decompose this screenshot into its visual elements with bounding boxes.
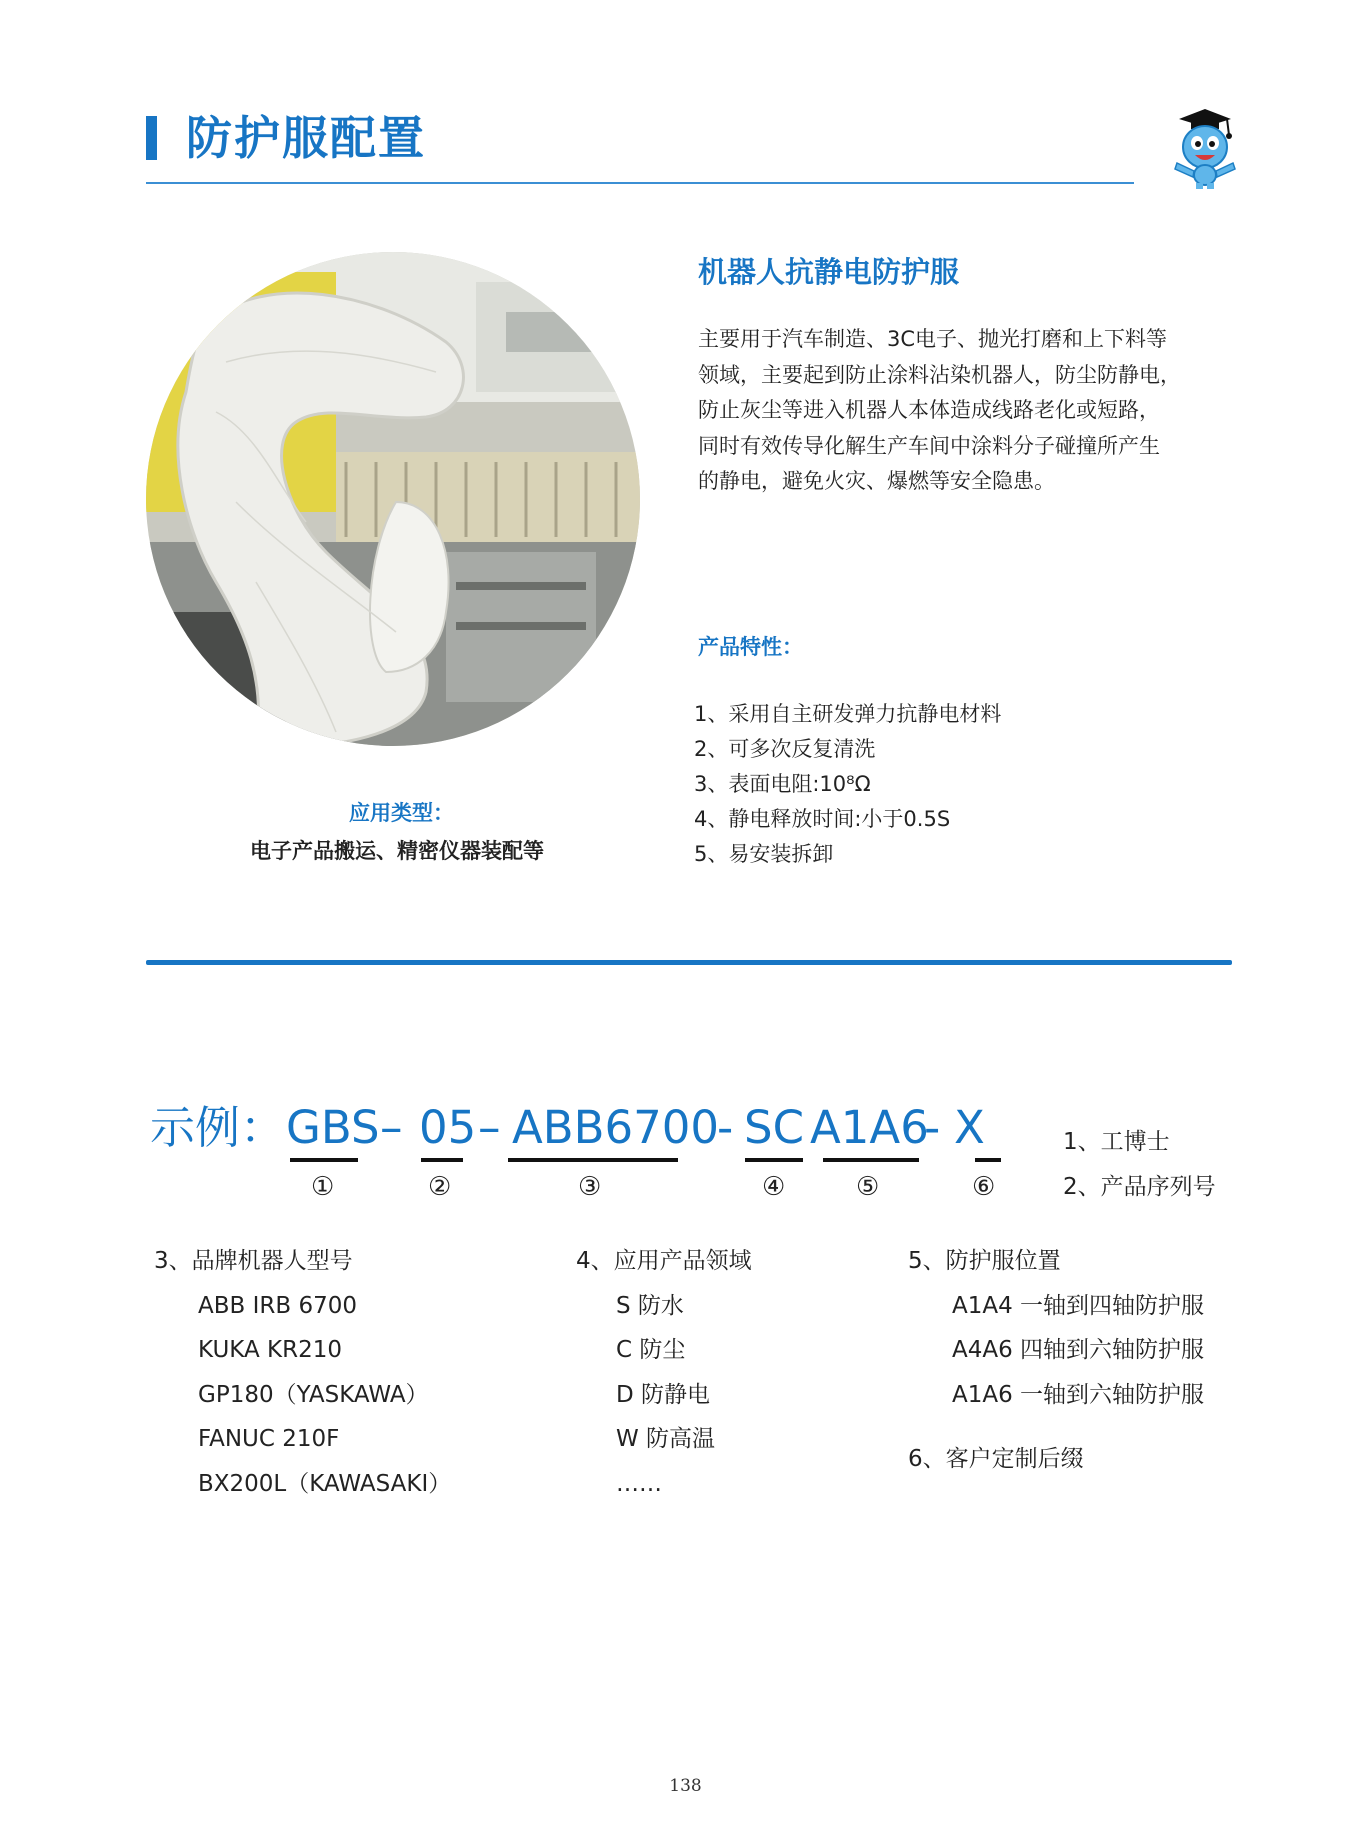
brand-model-item: ABB IRB 6700 bbox=[198, 1292, 357, 1319]
product-title: 机器人抗静电防护服 bbox=[698, 255, 960, 289]
features-heading: 产品特性： bbox=[698, 635, 803, 659]
code-segment-suffix: X bbox=[954, 1101, 985, 1154]
feature-item: 2、可多次反复清洗 bbox=[694, 737, 876, 761]
code-segment-serial: 05 bbox=[419, 1101, 477, 1154]
brand-model-item: KUKA KR210 bbox=[198, 1337, 342, 1363]
page-title: 防护服配置 bbox=[186, 111, 426, 165]
brand-model-item: FANUC 210F bbox=[198, 1426, 340, 1452]
section-divider bbox=[146, 960, 1232, 965]
brand-model-item: BX200L（KAWASAKI） bbox=[198, 1470, 452, 1497]
intro-line: 防止灰尘等进入机器人本体造成线路老化或短路， bbox=[698, 398, 1160, 422]
marker-2: ② bbox=[428, 1172, 452, 1202]
intro-line: 领域，主要起到防止涂料沾染机器人，防尘防静电， bbox=[698, 362, 1181, 387]
intro-line: 的静电，避免火灾、爆燃等安全隐患。 bbox=[698, 469, 1055, 493]
product-intro bbox=[698, 322, 1218, 500]
custom-suffix-heading: 6、客户定制后缀 bbox=[908, 1445, 1084, 1472]
marker-5: ⑤ bbox=[856, 1172, 880, 1202]
code-underline bbox=[823, 1158, 919, 1162]
marker-6: ⑥ bbox=[972, 1172, 996, 1202]
suit-position-item: A4A6 四轴到六轴防护服 bbox=[952, 1337, 1205, 1363]
application-field-item: D 防静电 bbox=[616, 1381, 711, 1408]
code-segment-brand: GBS bbox=[286, 1101, 380, 1154]
code-underline bbox=[975, 1158, 1001, 1162]
suit-positions-column bbox=[908, 1245, 1204, 1475]
brand-model-item: GP180（YASKAWA） bbox=[198, 1381, 429, 1408]
marker-3: ③ bbox=[578, 1172, 602, 1202]
code-dash: – bbox=[478, 1101, 501, 1154]
feature-item: 1、采用自主研发弹力抗静电材料 bbox=[694, 702, 1002, 726]
code-underline bbox=[421, 1158, 463, 1162]
application-value: 电子产品搬运、精密仪器装配等 bbox=[250, 839, 544, 863]
code-segment-model: ABB6700 bbox=[512, 1101, 720, 1154]
code-underline bbox=[508, 1158, 678, 1162]
code-segment-field: SC bbox=[744, 1101, 804, 1154]
brand-models-column bbox=[154, 1245, 451, 1500]
suit-position-item: A1A4 一轴到四轴防护服 bbox=[952, 1292, 1205, 1319]
page-number: 138 bbox=[669, 1776, 702, 1796]
mascot-icon bbox=[1165, 105, 1243, 189]
suit-positions-heading: 5、防护服位置 bbox=[908, 1248, 1061, 1274]
application-field-item: C 防尘 bbox=[616, 1337, 686, 1363]
suit-position-item: A1A6 一轴到六轴防护服 bbox=[952, 1381, 1205, 1408]
brand-models-heading: 3、品牌机器人型号 bbox=[154, 1248, 353, 1274]
note-2: 2、产品序列号 bbox=[1063, 1174, 1216, 1200]
feature-item: 3、表面电阻:10⁸Ω bbox=[694, 772, 871, 796]
code-dash: – bbox=[380, 1101, 403, 1154]
code-dash: - bbox=[924, 1101, 941, 1154]
application-fields-column bbox=[576, 1245, 752, 1500]
code-dash: - bbox=[717, 1101, 734, 1154]
application-fields-heading: 4、应用产品领域 bbox=[576, 1248, 752, 1274]
application-field-item: W 防高温 bbox=[616, 1426, 716, 1452]
feature-item: 5、易安装拆卸 bbox=[694, 842, 834, 866]
example-label: 示例： bbox=[150, 1101, 286, 1154]
title-divider bbox=[146, 182, 1134, 184]
robot-suit-photo bbox=[146, 252, 640, 746]
code-segment-position: A1A6 bbox=[810, 1101, 929, 1154]
feature-item: 4、静电释放时间:小于0.5S bbox=[694, 807, 951, 831]
features-list bbox=[694, 697, 1001, 872]
title-accent-bar bbox=[146, 116, 157, 160]
note-1: 1、工博士 bbox=[1063, 1129, 1170, 1155]
code-underline bbox=[290, 1158, 358, 1162]
code-underline bbox=[745, 1158, 803, 1162]
intro-line: 主要用于汽车制造、3C电子、抛光打磨和上下料等 bbox=[698, 327, 1168, 351]
intro-line: 同时有效传导化解生产车间中涂料分子碰撞所产生 bbox=[698, 433, 1160, 458]
marker-4: ④ bbox=[762, 1172, 786, 1202]
application-heading: 应用类型： bbox=[349, 801, 454, 825]
marker-1: ① bbox=[311, 1172, 335, 1202]
application-field-item: S 防水 bbox=[616, 1292, 684, 1319]
application-field-item: …… bbox=[616, 1470, 662, 1497]
